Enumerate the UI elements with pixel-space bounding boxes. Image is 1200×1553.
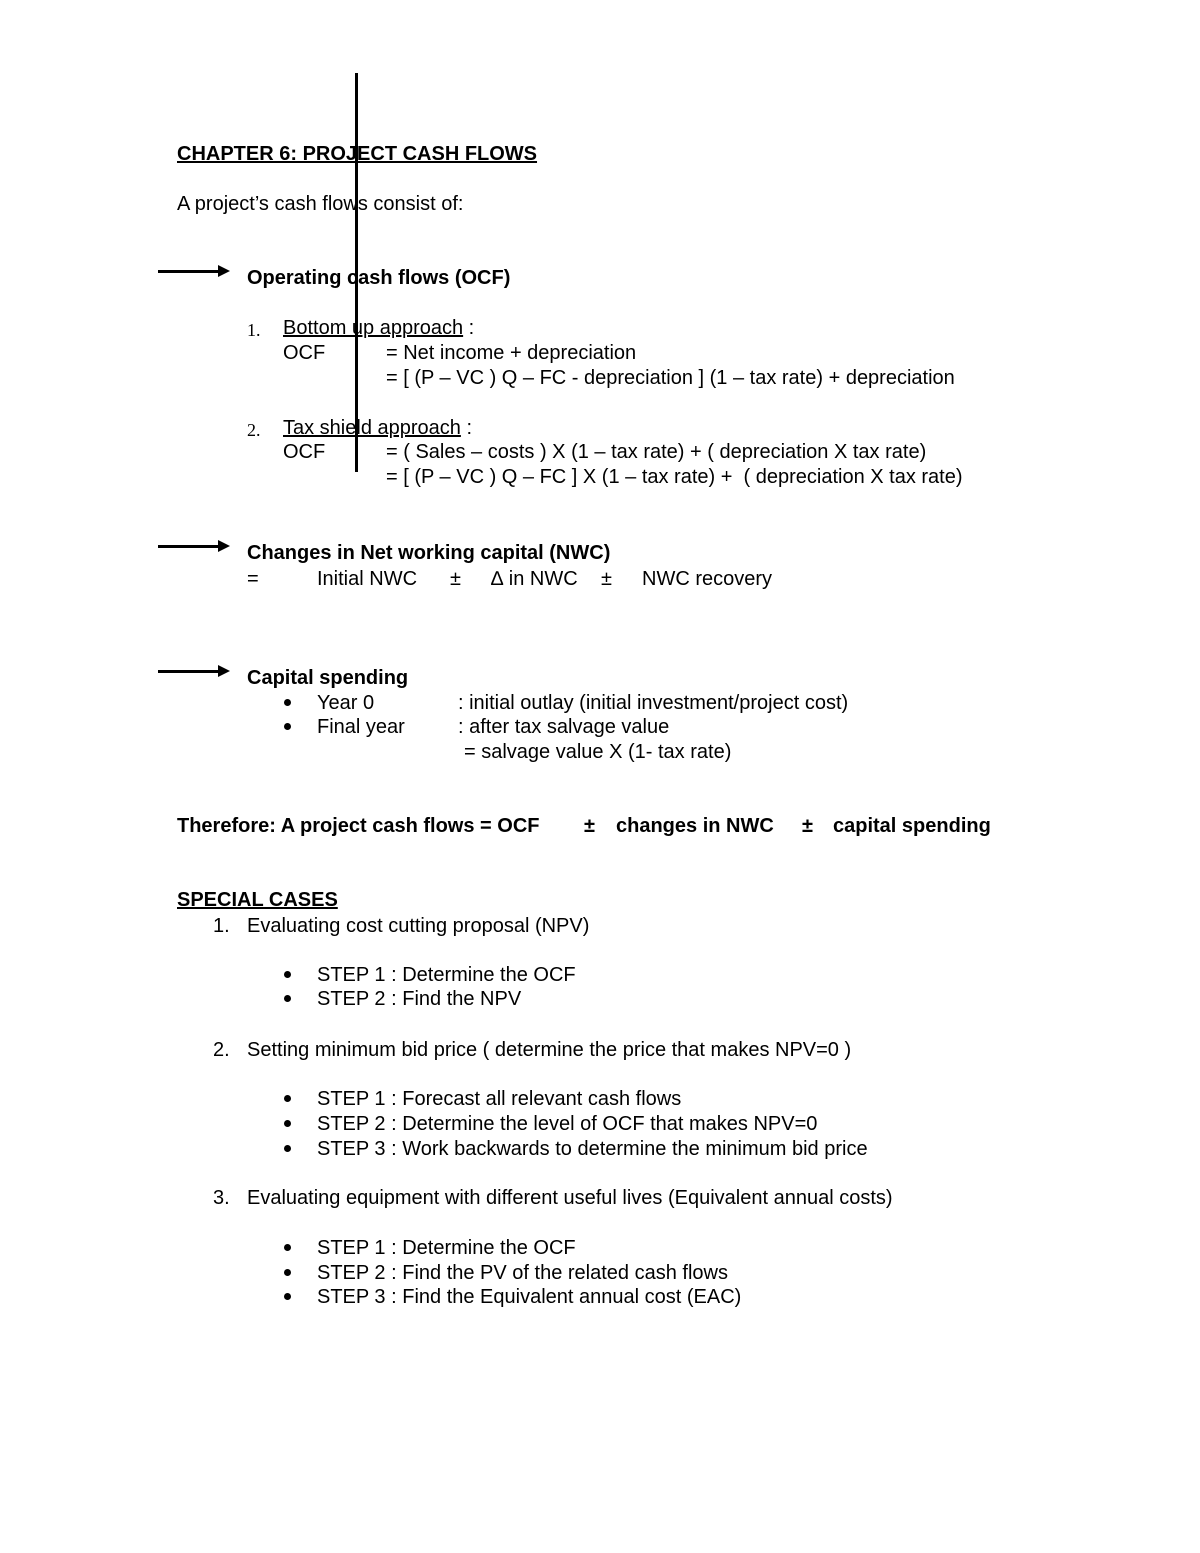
case-step: STEP 3 : Find the Equivalent annual cost (EAC): [317, 1286, 742, 1308]
intro-text: A project’s cash flows consist of:: [177, 193, 464, 215]
nwc-initial: Initial NWC: [317, 568, 418, 590]
case-step: STEP 2 : Find the NPV: [317, 988, 522, 1010]
case-title: Evaluating cost cutting proposal (NPV): [247, 915, 590, 937]
approach2-name: Tax shield approach: [283, 417, 461, 439]
capital-continuation: = salvage value X (1- tax rate): [464, 741, 732, 763]
bullet-icon: [284, 1269, 291, 1276]
case-title: Evaluating equipment with different useful lives (Equivalent annual costs): [247, 1187, 893, 1209]
case-number: 3.: [213, 1187, 230, 1209]
special-cases-heading: SPECIAL CASES: [177, 889, 338, 911]
case-number: 1.: [213, 915, 230, 937]
capital-heading: Capital spending: [247, 667, 409, 689]
approach1-colon: :: [463, 317, 475, 339]
page-title: CHAPTER 6: PROJECT CASH FLOWS: [177, 143, 538, 165]
approach2-line1: = ( Sales – costs ) X (1 – tax rate) + ( depreciation X tax rate): [386, 441, 927, 463]
bullet-icon: [284, 995, 291, 1002]
case-title: Setting minimum bid price ( determine the price that makes NPV=0 ): [247, 1039, 852, 1061]
approach1-number: 1.: [247, 320, 261, 340]
ocf-heading: Operating cash flows (OCF): [247, 267, 511, 289]
case-step: STEP 2 : Determine the level of OCF that makes NPV=0: [317, 1113, 818, 1135]
bullet-icon: [284, 1145, 291, 1152]
approach2-colon: :: [460, 417, 473, 439]
case-step: STEP 1 : Forecast all relevant cash flows: [317, 1088, 682, 1110]
approach2-title: [283, 416, 472, 440]
capital-item-label: Year 0: [317, 692, 375, 714]
nwc-recovery: NWC recovery: [642, 568, 773, 590]
bullet-icon: [284, 699, 291, 706]
capital-item-desc: : initial outlay (initial investment/project cost): [458, 692, 849, 714]
case-step: STEP 2 : Find the PV of the related cash flows: [317, 1262, 728, 1284]
therefore-plus-minus-2: ±: [802, 815, 813, 837]
approach1-label: OCF: [283, 342, 326, 364]
approach2-label: OCF: [283, 441, 326, 463]
nwc-change: ∆ in NWC: [491, 568, 578, 590]
therefore-capital: capital spending: [833, 815, 991, 837]
approach2-line2: = [ (P – VC ) Q – FC ] X (1 – tax rate) + ( depreciation X tax rate): [386, 466, 963, 488]
nwc-equals: =: [247, 568, 259, 590]
case-step: STEP 1 : Determine the OCF: [317, 1237, 576, 1259]
therefore-nwc: changes in NWC: [616, 815, 774, 837]
bullet-icon: [284, 1293, 291, 1300]
nwc-plus-minus-1: ±: [450, 568, 461, 590]
arrow-icon: [158, 270, 220, 273]
arrow-icon: [158, 545, 220, 548]
capital-item-desc: : after tax salvage value: [458, 716, 670, 738]
capital-item-label: Final year: [317, 716, 405, 738]
approach1-title: [283, 316, 474, 340]
approach1-line1: = Net income + depreciation: [386, 342, 637, 364]
nwc-heading: Changes in Net working capital (NWC): [247, 542, 611, 564]
bullet-icon: [284, 1095, 291, 1102]
case-number: 2.: [213, 1039, 230, 1061]
approach1-line2: = [ (P – VC ) Q – FC - depreciation ] (1 – tax rate) + depreciation: [386, 367, 955, 389]
approach1-name: Bottom up approach: [283, 317, 464, 339]
nwc-plus-minus-2: ±: [601, 568, 612, 590]
case-step: STEP 1 : Determine the OCF: [317, 964, 576, 986]
case-step: STEP 3 : Work backwards to determine the minimum bid price: [317, 1138, 868, 1160]
bullet-icon: [284, 1120, 291, 1127]
arrow-icon: [158, 670, 220, 673]
bullet-icon: [284, 971, 291, 978]
approach2-number: 2.: [247, 420, 261, 440]
therefore-plus-minus-1: ±: [584, 815, 595, 837]
bullet-icon: [284, 723, 291, 730]
bullet-icon: [284, 1244, 291, 1251]
therefore-lhs: Therefore: A project cash flows = OCF: [177, 815, 540, 837]
